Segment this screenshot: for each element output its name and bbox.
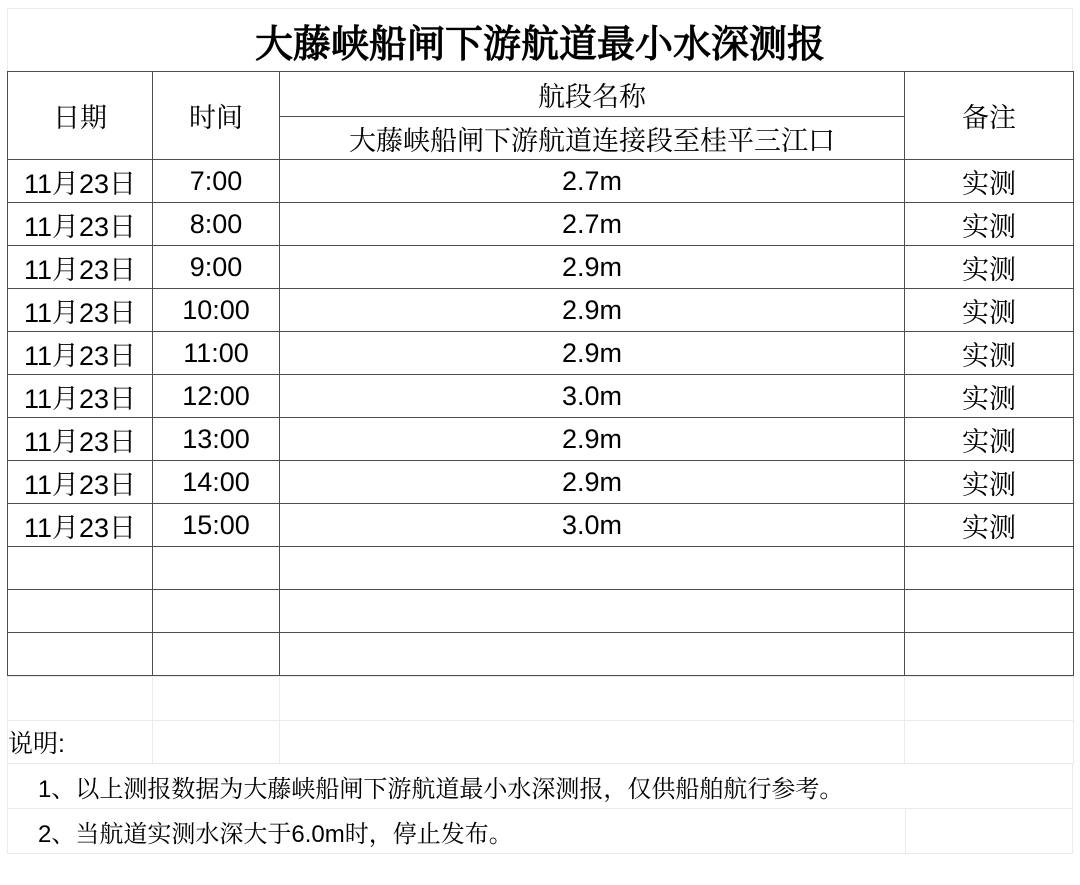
cell-depth: 2.9m xyxy=(280,289,905,332)
table-row xyxy=(8,418,1074,461)
cell-remark: 实测 xyxy=(905,504,1074,547)
cell-remark: 实测 xyxy=(905,203,1074,246)
cell-date: 11月23日 xyxy=(8,203,153,246)
empty-cell xyxy=(8,677,153,721)
empty-cell xyxy=(280,547,905,590)
empty-cell xyxy=(8,590,153,633)
notes-label-row xyxy=(8,721,1074,764)
header-row xyxy=(8,72,1074,117)
cell-remark: 实测 xyxy=(905,289,1074,332)
empty-row xyxy=(8,677,1074,721)
cell-remark: 实测 xyxy=(905,160,1074,203)
header-date: 日期 xyxy=(8,72,153,160)
cell-date: 11月23日 xyxy=(8,332,153,375)
cell-time: 13:00 xyxy=(153,418,280,461)
empty-cell xyxy=(280,590,905,633)
empty-row xyxy=(8,590,1074,633)
cell-depth: 2.9m xyxy=(280,246,905,289)
report-sheet xyxy=(7,8,1073,854)
empty-cell xyxy=(905,677,1074,721)
table-row xyxy=(8,504,1074,547)
table-row xyxy=(8,160,1074,203)
note-text: 2、当航道实测水深大于6.0m时，停止发布。 xyxy=(38,820,513,848)
table-row xyxy=(8,461,1074,504)
cell-date: 11月23日 xyxy=(8,375,153,418)
cell-depth: 2.9m xyxy=(280,418,905,461)
header-section: 航段名称 xyxy=(280,72,905,117)
header-remark: 备注 xyxy=(905,72,1074,160)
empty-cell xyxy=(280,633,905,676)
page-title: 大藤峡船闸下游航道最小水深测报 xyxy=(7,8,1073,71)
cell-depth: 2.9m xyxy=(280,332,905,375)
empty-row xyxy=(8,547,1074,590)
table-row xyxy=(8,246,1074,289)
table-row xyxy=(8,289,1074,332)
notes-label: 说明: xyxy=(8,721,153,764)
cell-time: 14:00 xyxy=(153,461,280,504)
cell-depth: 2.7m xyxy=(280,203,905,246)
cell-remark: 实测 xyxy=(905,332,1074,375)
cell-date: 11月23日 xyxy=(8,418,153,461)
table-row xyxy=(8,203,1074,246)
empty-cell xyxy=(905,547,1074,590)
cell-time: 7:00 xyxy=(153,160,280,203)
note-text: 1、以上测报数据为大藤峡船闸下游航道最小水深测报，仅供船舶航行参考。 xyxy=(38,775,844,803)
empty-cell xyxy=(8,633,153,676)
section-name: 大藤峡船闸下游航道连接段至桂平三江口 xyxy=(280,117,905,160)
cell-time: 11:00 xyxy=(153,332,280,375)
empty-cell xyxy=(153,633,280,676)
cell-remark: 实测 xyxy=(905,461,1074,504)
cell-depth: 2.9m xyxy=(280,461,905,504)
cell-time: 9:00 xyxy=(153,246,280,289)
cell-depth: 2.7m xyxy=(280,160,905,203)
water-depth-table xyxy=(7,71,1074,676)
cell-depth: 3.0m xyxy=(280,504,905,547)
cell-time: 8:00 xyxy=(153,203,280,246)
cell-remark: 实测 xyxy=(905,375,1074,418)
cell-time: 15:00 xyxy=(153,504,280,547)
empty-row xyxy=(8,633,1074,676)
note-item-1 xyxy=(7,764,1073,809)
header-time: 时间 xyxy=(153,72,280,160)
cell-time: 12:00 xyxy=(153,375,280,418)
empty-cell xyxy=(8,547,153,590)
empty-cell xyxy=(905,721,1074,764)
grid-line xyxy=(905,809,906,853)
empty-cell xyxy=(153,677,280,721)
cell-time: 10:00 xyxy=(153,289,280,332)
cell-date: 11月23日 xyxy=(8,160,153,203)
empty-cell xyxy=(905,590,1074,633)
cell-depth: 3.0m xyxy=(280,375,905,418)
table-row xyxy=(8,332,1074,375)
empty-cell xyxy=(905,633,1074,676)
empty-cell xyxy=(153,721,280,764)
cell-date: 11月23日 xyxy=(8,246,153,289)
empty-cell xyxy=(280,721,905,764)
note-item-2 xyxy=(7,809,1073,854)
cell-date: 11月23日 xyxy=(8,289,153,332)
empty-cell xyxy=(153,590,280,633)
empty-cell xyxy=(153,547,280,590)
empty-cell xyxy=(280,677,905,721)
cell-remark: 实测 xyxy=(905,246,1074,289)
cell-remark: 实测 xyxy=(905,418,1074,461)
table-row xyxy=(8,375,1074,418)
cell-date: 11月23日 xyxy=(8,461,153,504)
cell-date: 11月23日 xyxy=(8,504,153,547)
notes-grid xyxy=(7,676,1074,764)
